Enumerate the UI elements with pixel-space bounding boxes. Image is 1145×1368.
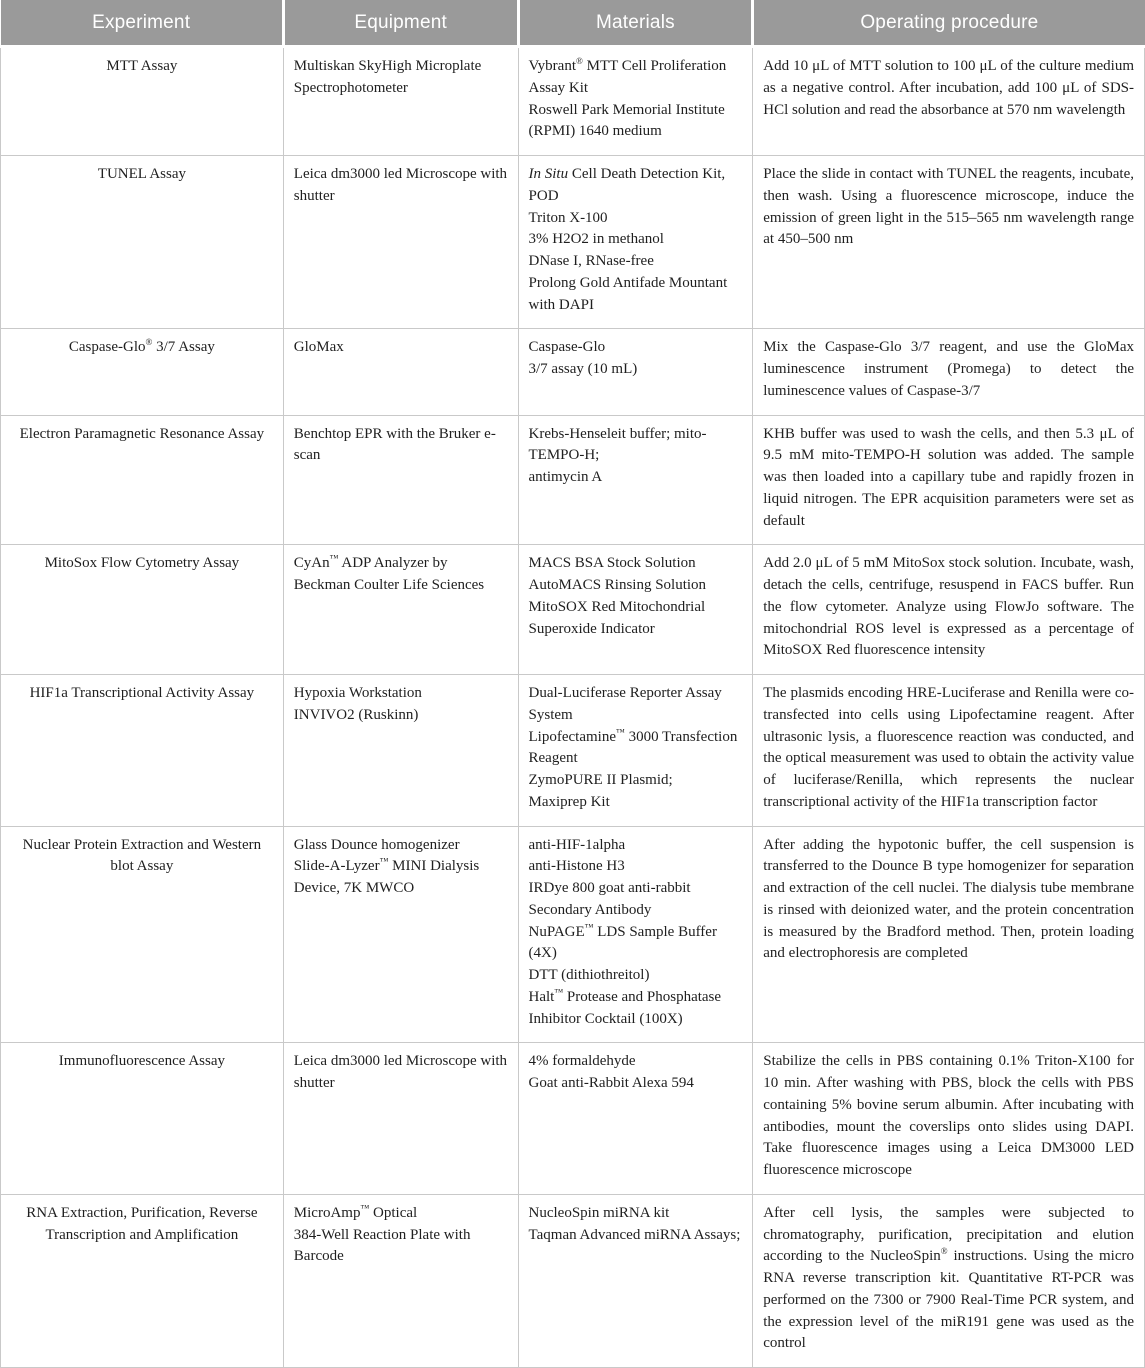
material-item: 3% H2O2 in methanol	[528, 231, 664, 248]
material-item: Lipofectamine™ 3000 Transfection Reagent	[528, 726, 738, 767]
table-row	[1, 826, 1145, 1043]
experiment-cell: TUNEL Assay	[1, 156, 284, 329]
experiment-cell: MitoSox Flow Cytometry Assay	[1, 545, 284, 675]
material-item: IRDye 800 goat anti-rabbit Secondary Antibody	[528, 880, 691, 918]
procedure-cell: Add 10 μL of MTT solution to 100 μL of the culture medium as a negative control. After incubation, add 100 μL of SDS-HCl solution and read the absorbance at 570 nm wavelength	[753, 47, 1145, 156]
materials-cell	[518, 415, 753, 545]
equipment-cell	[283, 1194, 518, 1367]
table-row	[1, 415, 1145, 545]
table-row	[1, 156, 1145, 329]
materials-cell	[518, 545, 753, 675]
material-item: antimycin A	[528, 469, 603, 485]
procedure-cell: After cell lysis, the samples were subjected to chromatography, purification, precipitation and elution according to the NucleoSpin® instructions. Using the micro RNA reverse transcription kit. Quantitative RT-PCR was performed on the 7300 or 7900 Real-Time PCR system, and the expression level of the miR191 gene was used as the control	[753, 1194, 1145, 1367]
materials-cell	[518, 156, 753, 329]
material-item: Maxiprep Kit	[528, 793, 610, 810]
column-header-materials: Materials	[518, 0, 753, 47]
equipment-cell	[283, 675, 518, 827]
procedure-cell: KHB buffer was used to wash the cells, and then 5.3 μL of 9.5 mM mito-TEMPO-H solution was added. The sample was then loaded into a capillary tube and rapidly frozen in liquid nitrogen. The EPR acquisition parameters were set as default	[753, 415, 1145, 545]
material-item: 3/7 assay (10 mL)	[528, 361, 638, 377]
equipment-cell	[283, 47, 518, 156]
column-header-equipment: Equipment	[283, 0, 518, 47]
material-item: MACS BSA Stock Solution	[528, 555, 696, 572]
procedure-cell: Place the slide in contact with TUNEL the reagents, incubate, then wash. Using a fluorescence microscope, induce the emission of green light in the 515–565 nm wavelength range at 450–500 nm	[753, 156, 1145, 329]
experiment-cell: Nuclear Protein Extraction and Western blot Assay	[1, 826, 284, 1043]
materials-cell	[518, 1194, 753, 1367]
experiment-cell: RNA Extraction, Purification, Reverse Transcription and Amplification	[1, 1194, 284, 1367]
procedure-cell: The plasmids encoding HRE-Luciferase and Renilla were co-transfected into cells using Lipofectamine reagent. After ultrasonic lysis, a fluorescence reaction was conducted, and the optical measurement was used to obtain the activity value of luciferase/Renilla, which represents the nuclear transcriptional activity of the HIF1a transcription factor	[753, 675, 1145, 827]
equipment-cell	[283, 826, 518, 1043]
procedure-cell: Add 2.0 μL of 5 mM MitoSox stock solution. Incubate, wash, detach the cells, centrifuge, resuspend in FACS buffer. Run the flow cytometer. Analyze using FlowJo software. The mitochondrial ROS level is expressed as a percentage of MitoSOX Red fluorescence intensity	[753, 545, 1145, 675]
material-item: Triton X-100	[528, 209, 608, 226]
material-item: Halt™ Protease and Phosphatase Inhibitor Cocktail (100X)	[528, 986, 722, 1027]
equipment-cell	[283, 156, 518, 329]
procedure-cell: Mix the Caspase-Glo 3/7 reagent, and use the GloMax luminescence instrument (Promega) to detect the luminescence values of Caspase-3/7	[753, 329, 1145, 415]
table-row	[1, 545, 1145, 675]
material-item: NuPAGE™ LDS Sample Buffer (4X)	[528, 921, 717, 962]
header-row	[1, 0, 1145, 47]
equipment-item: Leica dm3000 led Microscope with shutter	[293, 1053, 508, 1091]
materials-cell	[518, 826, 753, 1043]
experiment-cell: Electron Paramagnetic Resonance Assay	[1, 415, 284, 545]
procedure-cell: Stabilize the cells in PBS containing 0.1% Triton-X100 for 10 min. After washing with PBS, block the cells with PBS containing 5% bovine serum albumin. After incubating with antibodies, mount the coverslips onto slides using DAPI. Take fluorescence images using a Leica DM3000 LED fluorescence microscope	[753, 1043, 1145, 1195]
equipment-item: Glass Dounce homogenizer	[293, 836, 460, 853]
material-item: Roswell Park Memorial Institute (RPMI) 1640 medium	[528, 101, 725, 140]
equipment-item: Multiskan SkyHigh Microplate Spectrophotometer	[293, 58, 482, 96]
equipment-item: Leica dm3000 led Microscope with shutter	[293, 166, 508, 204]
experiment-cell: Caspase-Glo® 3/7 Assay	[1, 329, 284, 415]
experiment-cell: MTT Assay	[1, 47, 284, 156]
material-item: MitoSOX Red Mitochondrial Superoxide Indicator	[528, 598, 706, 637]
material-item: anti-Histone H3	[528, 858, 625, 875]
material-item: 4% formaldehyde	[528, 1053, 636, 1070]
material-item: ZymoPURE II Plasmid;	[528, 772, 673, 788]
materials-cell	[518, 329, 753, 415]
materials-cell	[518, 47, 753, 156]
procedure-cell: After adding the hypotonic buffer, the cell suspension is transferred to the Dounce B type homogenizer for separation and extraction of the cell nuclei. The dialysis tube membrane is rinsed with deionized water, and the protein concentration is measured by the Bradford method. Then, protein loading and electrophoresis are completed	[753, 826, 1145, 1043]
material-item: AutoMACS Rinsing Solution	[528, 577, 707, 593]
equipment-item: GloMax	[293, 339, 344, 356]
material-item: Krebs-Henseleit buffer; mito-TEMPO-H;	[528, 425, 707, 464]
equipment-cell	[283, 545, 518, 675]
equipment-item: Hypoxia Workstation	[293, 685, 422, 701]
material-item: Vybrant® MTT Cell Proliferation Assay Kit	[528, 56, 727, 96]
material-item: Dual-Luciferase Reporter Assay System	[528, 685, 722, 723]
column-header-operating-procedure: Operating procedure	[753, 0, 1145, 47]
table-body	[1, 47, 1145, 1368]
material-item: DNase I, RNase-free	[528, 253, 654, 269]
experiment-cell: Immunofluorescence Assay	[1, 1043, 284, 1195]
equipment-item: CyAn™ ADP Analyzer by Beckman Coulter Life Sciences	[293, 553, 485, 593]
table-row	[1, 1043, 1145, 1195]
material-item: Caspase-Glo	[528, 339, 606, 356]
equipment-item: Benchtop EPR with the Bruker e-scan	[293, 425, 496, 464]
equipment-cell	[283, 329, 518, 415]
equipment-cell	[283, 1043, 518, 1195]
table-row	[1, 675, 1145, 827]
column-header-experiment: Experiment	[1, 0, 284, 47]
table-row	[1, 47, 1145, 156]
material-item: Goat anti-Rabbit Alexa 594	[528, 1075, 694, 1091]
equipment-item: Slide-A-Lyzer™ MINI Dialysis Device, 7K MWCO	[293, 856, 480, 896]
material-item: anti-HIF-1alpha	[528, 836, 626, 853]
equipment-item: 384-Well Reaction Plate with Barcode	[293, 1226, 471, 1265]
materials-cell	[518, 1043, 753, 1195]
equipment-item: MicroAmp™ Optical	[293, 1202, 418, 1221]
material-item: DTT (dithiothreitol)	[528, 967, 650, 983]
table-row	[1, 329, 1145, 415]
material-item: NucleoSpin miRNA kit	[528, 1204, 670, 1221]
table-row	[1, 1194, 1145, 1367]
equipment-cell	[283, 415, 518, 545]
equipment-item: INVIVO2 (Ruskinn)	[293, 706, 419, 723]
material-item: Prolong Gold Antifade Mountant with DAPI	[528, 274, 728, 313]
materials-cell	[518, 675, 753, 827]
experiment-cell: HIF1a Transcriptional Activity Assay	[1, 675, 284, 827]
material-item: In Situ Cell Death Detection Kit, POD	[528, 166, 726, 204]
material-item: Taqman Advanced miRNA Assays;	[528, 1226, 741, 1243]
